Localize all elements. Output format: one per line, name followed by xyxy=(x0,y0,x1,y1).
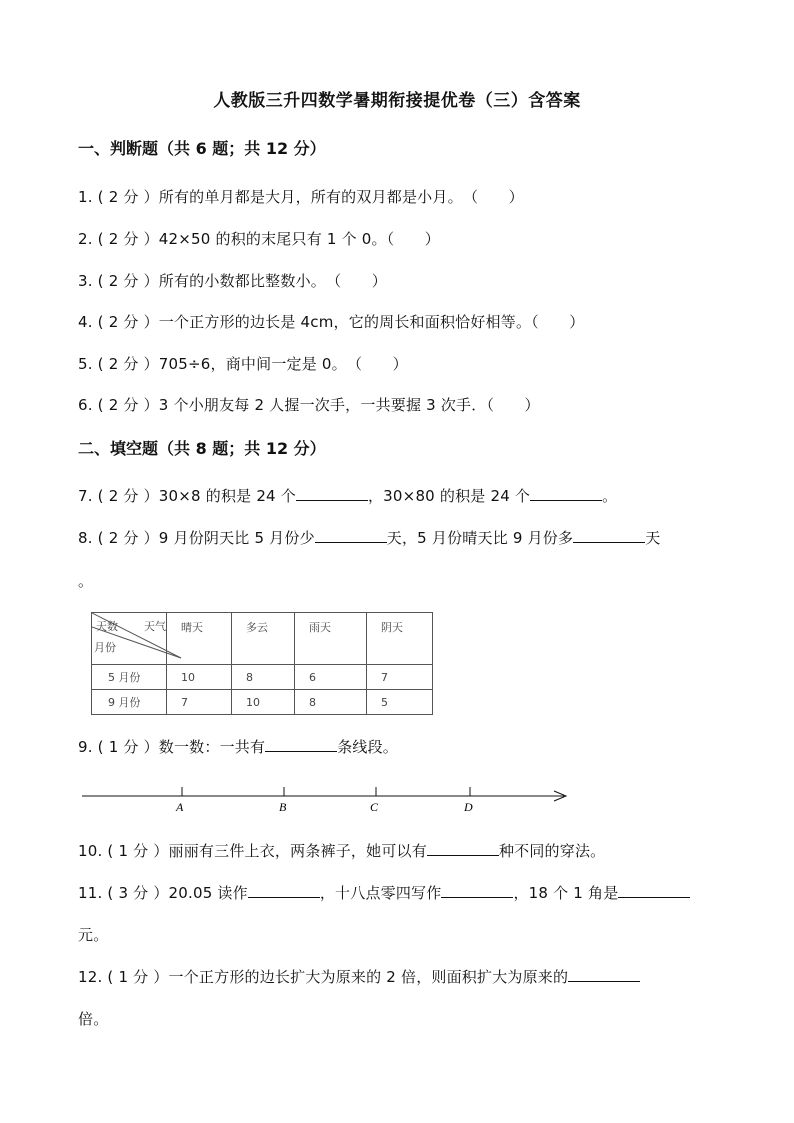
table-cell: 10 xyxy=(167,665,232,690)
table-corner-header xyxy=(92,613,167,665)
answer-blank[interactable] xyxy=(618,883,690,898)
answer-blank[interactable] xyxy=(296,486,368,501)
page-title: 人教版三升四数学暑期衔接提优卷（三）含答案 xyxy=(213,91,581,111)
table-cell: 10 xyxy=(232,690,295,715)
table-row xyxy=(92,690,433,715)
table-header-cell: 晴天 xyxy=(167,613,232,665)
table-row-label: 5 月份 xyxy=(92,665,167,690)
question-8-text-b: 天，5 月份晴天比 9 月份多 xyxy=(386,529,574,547)
ray-diagram xyxy=(78,780,574,816)
question-11-tail: 元。 xyxy=(78,926,109,944)
corner-label-month: 月份 xyxy=(94,641,116,654)
answer-blank[interactable] xyxy=(248,883,320,898)
point-label-b: B xyxy=(279,800,287,814)
question-11-text-a: 11. ( 3 分 ）20.05 读作 xyxy=(78,884,248,902)
weather-table xyxy=(91,612,433,715)
section-heading-judgement: 一、判断题（共 6 题；共 12 分） xyxy=(78,139,326,158)
question-11-text-b: ，十八点零四写作 xyxy=(319,884,442,902)
table-row-label: 9 月份 xyxy=(92,690,167,715)
table-cell: 7 xyxy=(367,665,433,690)
corner-label-weather: 天气 xyxy=(144,620,166,633)
question-10-text-a: 10. ( 1 分 ）丽丽有三件上衣，两条裤子，她可以有 xyxy=(78,842,427,860)
table-cell: 6 xyxy=(295,665,367,690)
question-8-tail: 。 xyxy=(78,572,94,590)
question-7-text-a: 7. ( 2 分 ）30×8 的积是 24 个 xyxy=(78,487,296,505)
question-8-text-a: 8. ( 2 分 ）9 月份阴天比 5 月份少 xyxy=(78,529,315,547)
question-7-text-c: 。 xyxy=(602,487,618,505)
table-header-cell: 雨天 xyxy=(295,613,367,665)
question-4: 4. ( 2 分 ）一个正方形的边长是 4cm，它的周长和面积恰好相等。（ ） xyxy=(78,313,585,331)
table-header-cell: 多云 xyxy=(232,613,295,665)
table-header-cell: 阴天 xyxy=(367,613,433,665)
answer-blank[interactable] xyxy=(573,528,645,543)
question-10-text-b: 种不同的穿法。 xyxy=(498,842,606,860)
point-label-c: C xyxy=(370,800,379,814)
answer-blank[interactable] xyxy=(427,841,499,856)
question-7-text-b: ，30×80 的积是 24 个 xyxy=(367,487,531,505)
table-cell: 7 xyxy=(167,690,232,715)
question-8-text-c: 天 xyxy=(645,529,661,547)
table-cell: 8 xyxy=(295,690,367,715)
question-8 xyxy=(78,527,660,548)
question-7 xyxy=(78,485,617,506)
question-9 xyxy=(78,736,398,757)
question-2: 2. ( 2 分 ）42×50 的积的末尾只有 1 个 0。（ ） xyxy=(78,230,440,248)
question-5: 5. ( 2 分 ）705÷6，商中间一定是 0。 （ ） xyxy=(78,355,408,373)
answer-blank[interactable] xyxy=(530,486,602,501)
question-12-tail: 倍。 xyxy=(78,1010,109,1028)
question-12-text-a: 12. ( 1 分 ）一个正方形的边长扩大为原来的 2 倍，则面积扩大为原来的 xyxy=(78,968,569,986)
question-12 xyxy=(78,966,640,987)
answer-blank[interactable] xyxy=(441,883,513,898)
table-cell: 5 xyxy=(367,690,433,715)
question-1: 1. ( 2 分 ）所有的单月都是大月，所有的双月都是小月。 （ ） xyxy=(78,188,524,206)
answer-blank[interactable] xyxy=(265,737,337,752)
section-heading-fill-blank: 二、填空题（共 8 题；共 12 分） xyxy=(78,439,326,458)
table-row xyxy=(92,665,433,690)
question-9-text-a: 9. ( 1 分 ）数一数：一共有 xyxy=(78,738,266,756)
question-9-text-b: 条线段。 xyxy=(337,738,398,756)
answer-blank[interactable] xyxy=(568,967,640,982)
table-cell: 8 xyxy=(232,665,295,690)
question-6: 6. ( 2 分 ）3 个小朋友每 2 人握一次手，一共要握 3 次手．（ ） xyxy=(78,396,540,414)
question-11 xyxy=(78,882,690,903)
corner-label-days: 天数 xyxy=(96,620,118,633)
point-label-d: D xyxy=(464,800,473,814)
point-label-a: A xyxy=(176,800,184,814)
question-3: 3. ( 2 分 ）所有的小数都比整数小。 （ ） xyxy=(78,272,387,290)
question-10 xyxy=(78,840,605,861)
answer-blank[interactable] xyxy=(315,528,387,543)
question-11-text-c: ，18 个 1 角是 xyxy=(513,884,619,902)
